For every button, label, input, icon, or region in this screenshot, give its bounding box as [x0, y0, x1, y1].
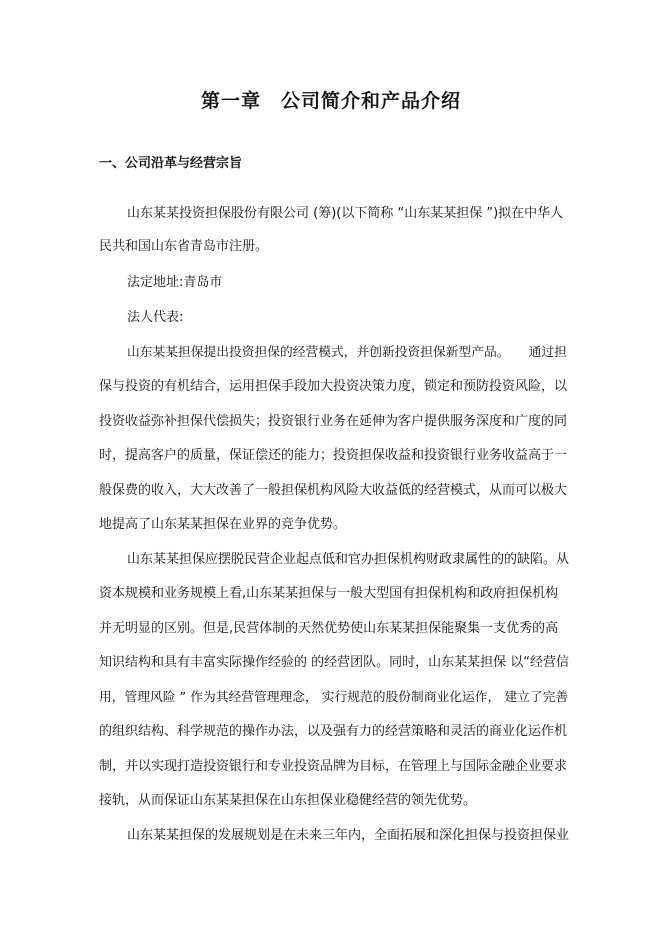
body-line: 用，管理风险 ” 作为其经营管理理念， 实行规范的股份制商业化运作， 建立了完善	[99, 690, 569, 705]
body-line: 资本规模和业务规模上看,山东某某担保与一般大型国有担保机构和政府担保机构	[99, 586, 559, 601]
body-line: 山东某某担保应摆脱民营企业起点低和官办担保机构财政隶属性的的缺陷。从	[127, 552, 570, 567]
body-line: 地提高了山东某某担保在业界的竞争优势。	[99, 517, 347, 532]
body-line: 山东某某担保提出投资担保的经营模式，并创新投资担保新型产品。 通过担	[127, 345, 567, 360]
body-line: 投资收益弥补担保代偿损失；投资银行业务在延伸为客户提供服务深度和广度的同	[99, 414, 568, 429]
body-line: 山东某某投资担保股份有限公司 (筹)(以下简称 “山东某某担保 ”)拟在中华人	[127, 206, 564, 221]
body-line: 山东某某担保的发展规划是在未来三年内，全面拓展和深化担保与投资担保业	[127, 828, 570, 843]
body-line: 时，提高客户的质量，保证偿还的能力；投资担保收益和投资银行业务收益高于一	[99, 448, 568, 463]
body-line: 并无明显的区别。但是,民营体制的天然优势使山东某某担保能聚集一支优秀的高	[99, 621, 559, 636]
body-line: 般保费的收入，大大改善了一般担保机构风险大收益低的经营模式，从而可以极大	[99, 483, 568, 498]
section-title: 一、公司沿革与经营宗旨	[99, 156, 243, 171]
body-line: 保与投资的有机结合，运用担保手段加大投资决策力度，锁定和预防投资风险，以	[99, 379, 568, 394]
body-line: 知识结构和具有丰富实际操作经验的 的经营团队。同时，山东某某担保 以“经营信	[99, 655, 570, 670]
body-line: 制，并以实现打造投资银行和专业投资品牌为目标，在管理上与国际金融企业要求	[99, 759, 568, 774]
body-line: 法人代表:	[127, 310, 184, 325]
body-line: 法定地址:青岛市	[127, 275, 223, 290]
chapter-title: 第一章 公司简介和产品介绍	[200, 90, 461, 112]
body-line: 的组织结构、科学规范的操作办法，以及强有力的经营策略和灵活的商业化运作机	[99, 724, 568, 739]
body-line: 接轨，从而保证山东某某担保在山东担保业稳健经营的领先优势。	[99, 793, 477, 808]
body-line: 民共和国山东省青岛市注册。	[99, 239, 269, 254]
